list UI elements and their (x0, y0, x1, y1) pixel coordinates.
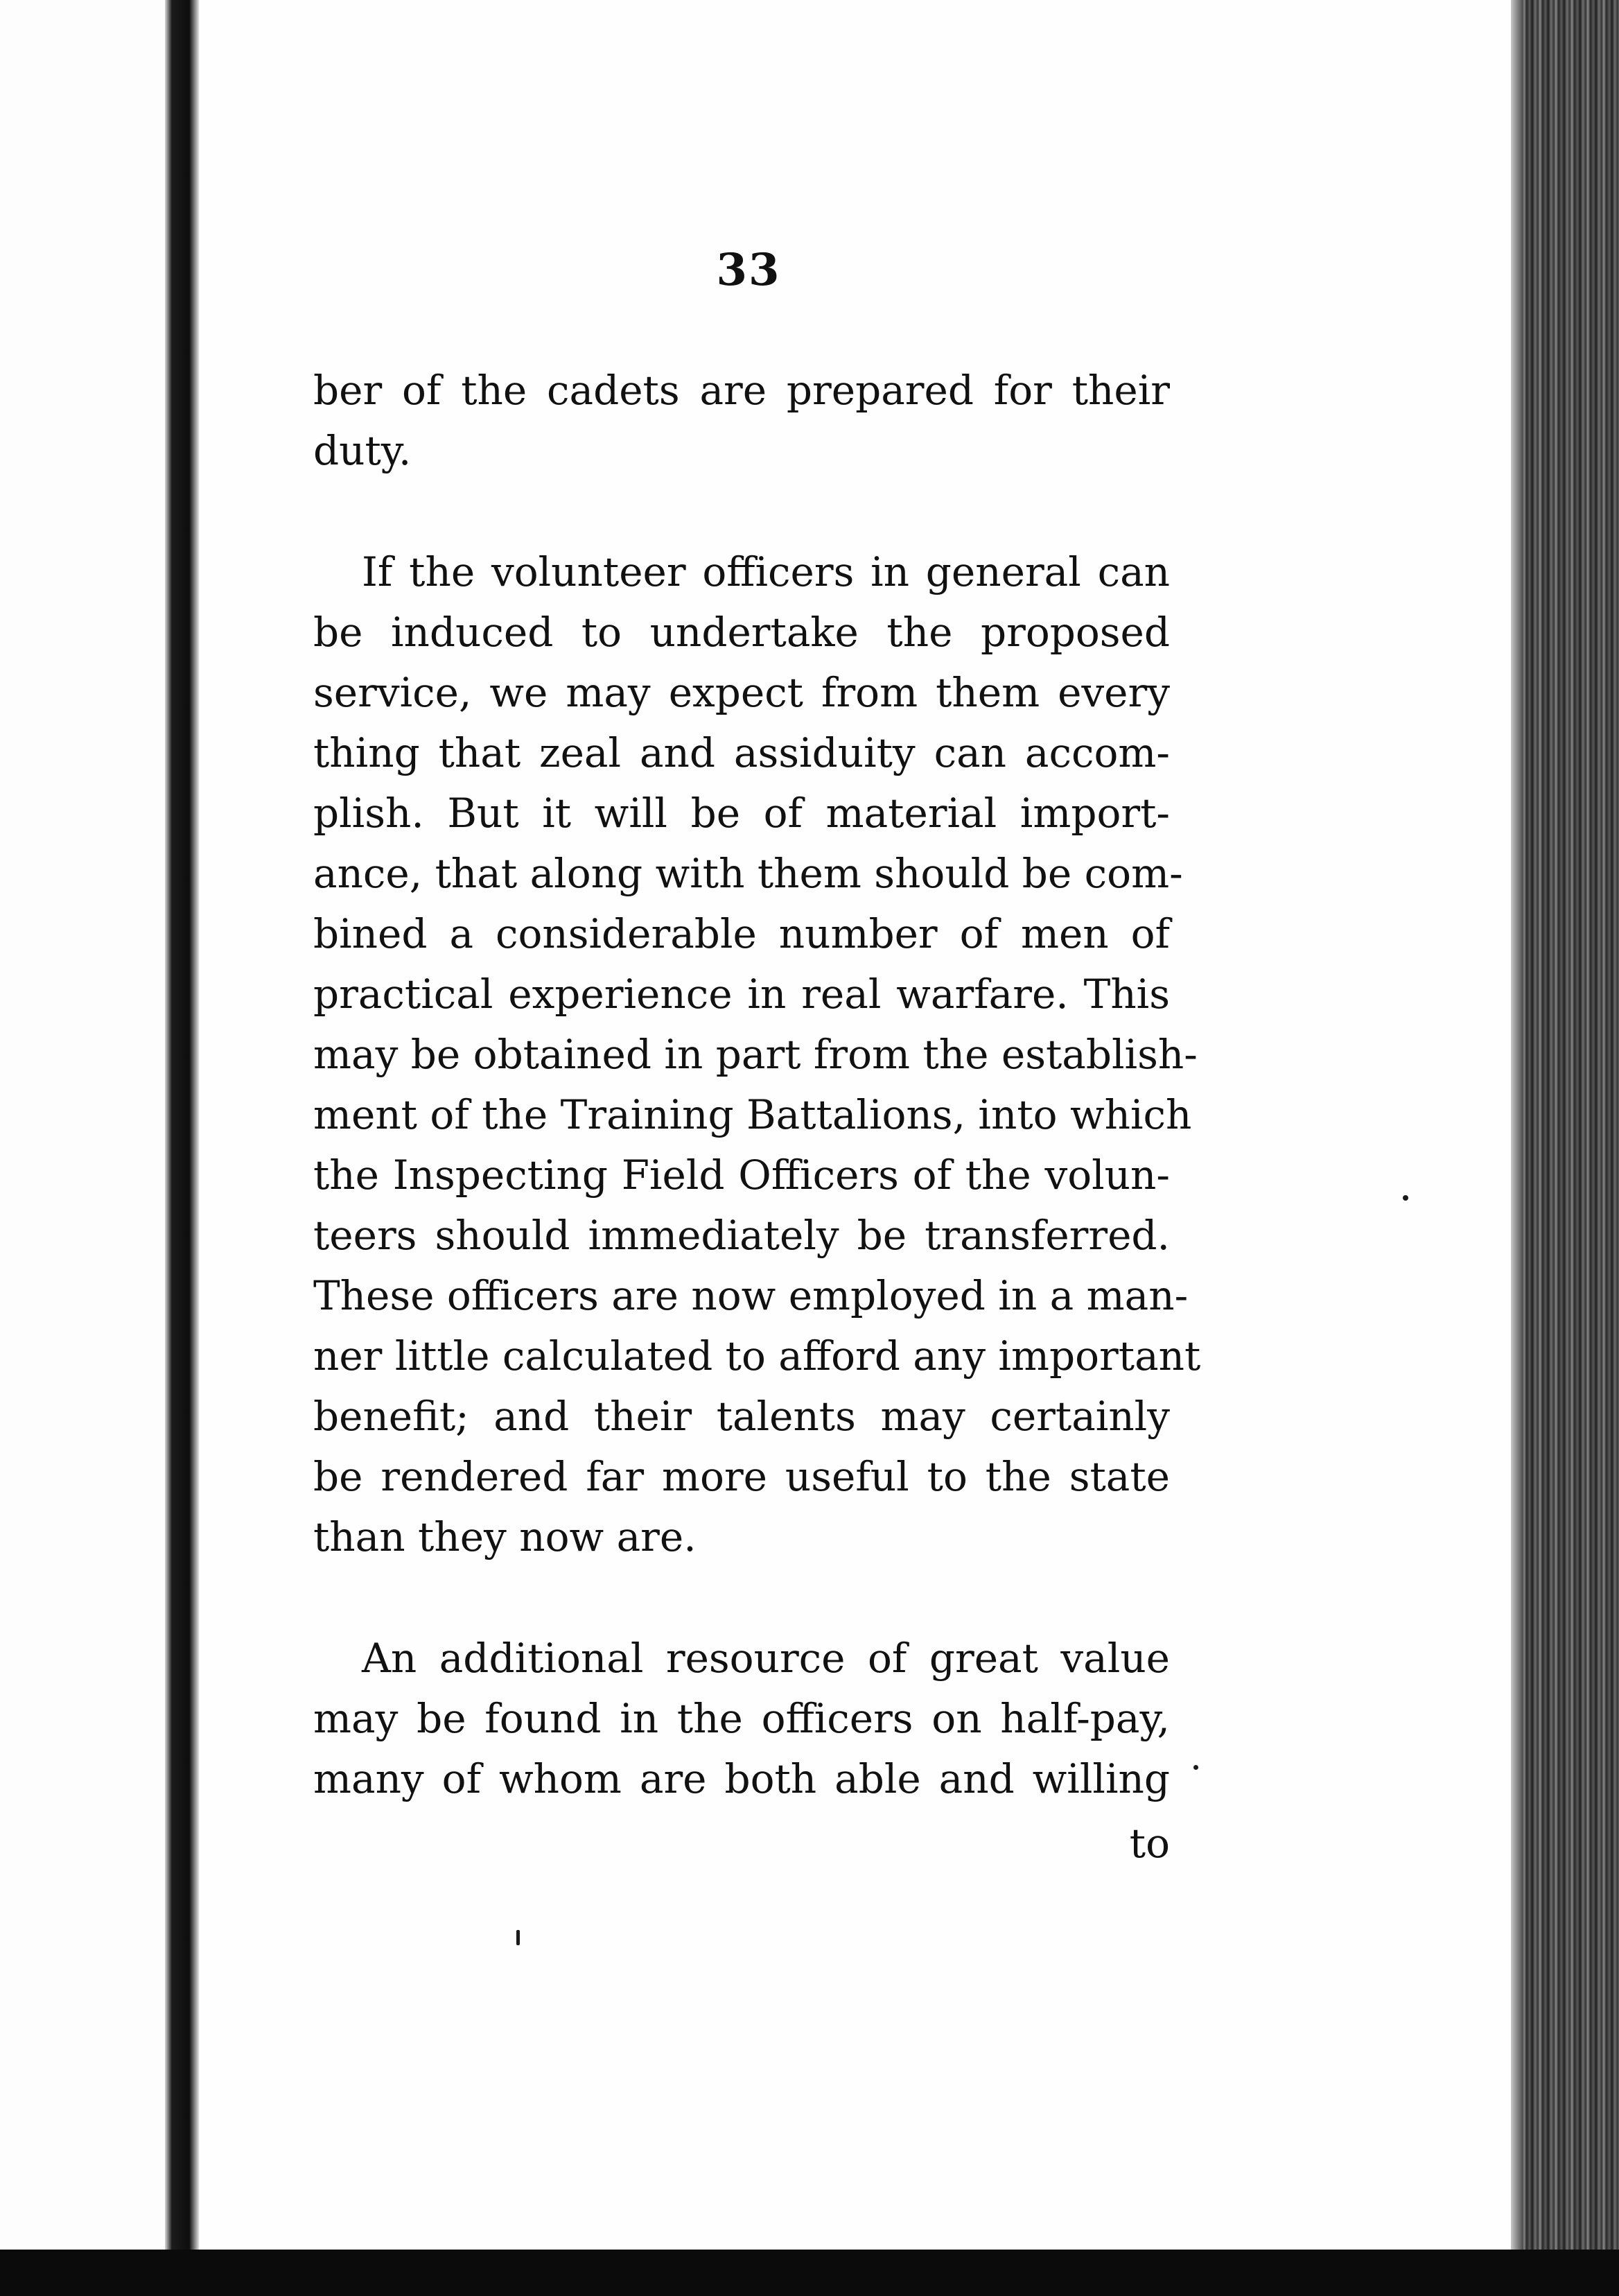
text-line: thing that zeal and assiduity can accom- (313, 729, 1170, 776)
text-line: If the volunteer officers in general can (362, 548, 1170, 595)
scan-bottom-border (0, 2250, 1619, 2296)
text-line: ner little calculated to afford any important (313, 1332, 1201, 1380)
text-line: ber of the cadets are prepared for their (313, 367, 1170, 414)
text-line: practical experience in real warfare. This (313, 971, 1170, 1018)
text-line: ment of the Training Battalions, into which (313, 1091, 1192, 1138)
paragraph-gap (313, 1567, 1170, 1628)
text-line: the Inspecting Field Officers of the volun- (313, 1151, 1170, 1199)
scan-speck (516, 1930, 520, 1945)
scan-left-margin (0, 0, 165, 2296)
body-text (313, 360, 1201, 1874)
text-line: An additional resource of great value (362, 1635, 1170, 1682)
text-line: teers should immediately be transferred. (313, 1212, 1170, 1259)
page-edge-stack (1511, 0, 1619, 2250)
text-line: plish. But it will be of material import- (313, 790, 1170, 837)
paragraph-gap (313, 481, 1170, 542)
page-edge-shadow (1511, 0, 1523, 2250)
text-line: may be found in the officers on half-pay, (313, 1695, 1170, 1742)
text-line: benefit; and their talents may certainly (313, 1393, 1170, 1440)
text-line: may be obtained in part from the establish- (313, 1031, 1198, 1078)
text-line: These officers are now employed in a man- (313, 1272, 1189, 1319)
scan-speck (1193, 1765, 1198, 1770)
page-number: 33 (716, 244, 781, 296)
book-gutter (165, 0, 200, 2250)
text-line: be induced to undertake the proposed (313, 609, 1170, 656)
text-line: service, we may expect from them every (313, 669, 1170, 716)
catchword: to (1129, 1820, 1170, 1867)
text-line: bined a considerable number of men of (313, 910, 1170, 957)
text-line: many of whom are both able and willing (313, 1755, 1170, 1802)
scan-speck (1403, 1195, 1408, 1201)
text-line: ance, that along with them should be com- (313, 850, 1183, 897)
text-line: be rendered far more useful to the state (313, 1453, 1170, 1500)
text-line: than they now are. (313, 1513, 697, 1560)
text-line: duty. (313, 427, 412, 474)
